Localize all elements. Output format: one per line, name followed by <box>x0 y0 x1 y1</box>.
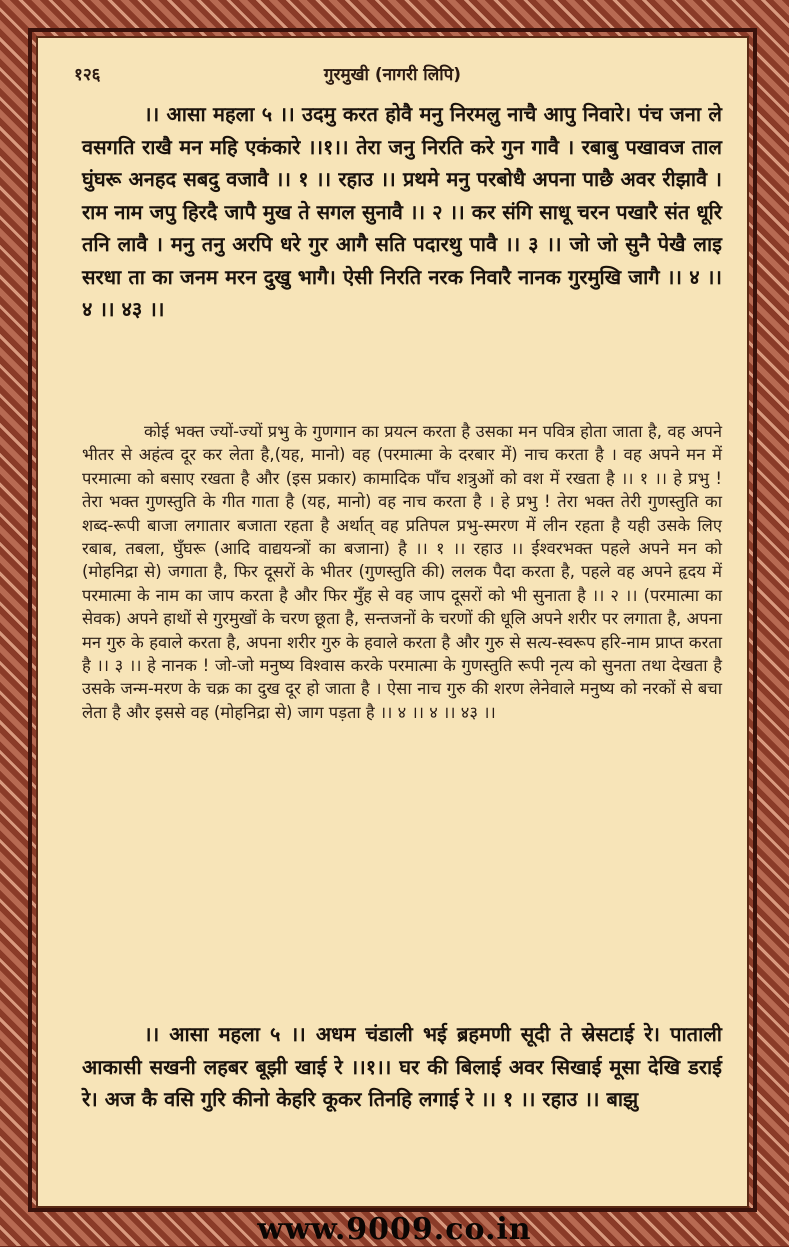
shabad-1-text: ।। आसा महला ५ ।। उदमु करत होवै मनु निरमलु नाचै आपु निवारे। पंच जना ले वसगति राखै मन महि एकंकारे ।।१।। तेरा जनु निरति करे गुन गावै । रबाबु पखावज ताल घुंघरू अनहद सबदु वजावै ।। १ ।। रहाउ ।। प्रथमे मनु परबोधै अपना पाछै अवर रीझावै । राम नाम जपु हिरदै जापै मुख ते सगल सुनावै ।। २ ।। कर संगि साधू चरन पखारै संत धूरि तनि लावै । मनु तनु अरपि धरे गुर आगै सति पदारथु पावै ।। ३ ।। जो जो सुनै पेखै लाइ सरधा ता का जनम मरन दुखु भागै। ऐसी निरति नरक निवारै नानक गुरमुखि जागै ।। ४ ।। ४ ।। ४३ ।। <box>82 102 722 321</box>
shabad-2 <box>82 1018 722 1116</box>
page-number: १२६ <box>74 65 101 85</box>
shabad-2-text: ।। आसा महला ५ ।। अधम चंडाली भई ब्रहमणी सूदी ते स्रेसटाई रे। पाताली आकासी सखनी लहबर बूझी खाई रे ।।१।। घर की बिलाई अवर सिखाई मूसा देखि डराई रे। अज कै वसि गुरि कीनो केहरि कूकर तिनहि लगाई रे ।। १ ।। रहाउ ।। बाझु <box>82 1022 722 1111</box>
book-page <box>36 36 749 1208</box>
meaning-1 <box>82 420 722 724</box>
shabad-1 <box>82 98 722 326</box>
page-header <box>38 62 747 90</box>
website-footer: www.9009.co.in <box>257 1212 532 1247</box>
running-title: गुरमुखी (नागरी लिपि) <box>323 65 462 85</box>
meaning-1-text: कोई भक्त ज्यों-ज्यों प्रभु के गुणगान का प्रयत्न करता है उसका मन पवित्र होता जाता है, वह अपने भीतर से अहंत्व दूर कर लेता है,(यह, मानो) वह (परमात्मा के दरबार में) नाच करता है । वह अपने मन में परमात्मा को बसाए रखता है और (इस प्रकार) कामादिक पाँच शत्रुओं को वश में रखता है ।। १ ।। हे प्रभु ! तेरा भक्त गुणस्तुति के गीत गाता है (यह, मानो) वह नाच करता है । हे प्रभु ! तेरा भक्त तेरी गुणस्तुति का शब्द-रूपी बाजा लगातार बजाता रहता है अर्थात् वह प्रतिपल प्रभु-स्मरण में लीन रहता है यही उसके लिए रबाब, तबला, घुँघरू (आदि वाद्ययन्त्रों का बजाना) है ।। १ ।। रहाउ ।। ईश्वरभक्त पहले अपने मन को (मोहनिद्रा से) जगाता है, फिर दूसरों के भीतर (गुणस्तुति की) ललक पैदा करता है, पहले वह अपने हृदय में परमात्मा के नाम का जाप करता है और फिर मुँह से वह जाप दूसरों को भी सुनाता है ।। २ ।। (परमात्मा का सेवक) अपने हाथों से गुरमुखों के चरण छूता है, सन्तजनों के चरणों की धूलि अपने शरीर पर लगाता है, अपना मन गुरु के हवाले करता है, अपना शरीर गुरु के हवाले करता है और गुरु से सत्य-स्वरूप हरि-नाम प्राप्त करता है ।। ३ ।। हे नानक ! जो-जो मनुष्य विश्वास करके परमात्मा के गुणस्तुति रूपी नृत्य को सुनता तथा देखता है उसके जन्म-मरण के चक्र का दुख दूर हो जाता है । ऐसा नाच गुरु की शरण लेनेवाले मनुष्य को नरकों से बचा लेता है और इससे वह (मोहनिद्रा से) जाग पड़ता है ।। ४ ।। ४ ।। ४३ ।। <box>82 422 722 722</box>
